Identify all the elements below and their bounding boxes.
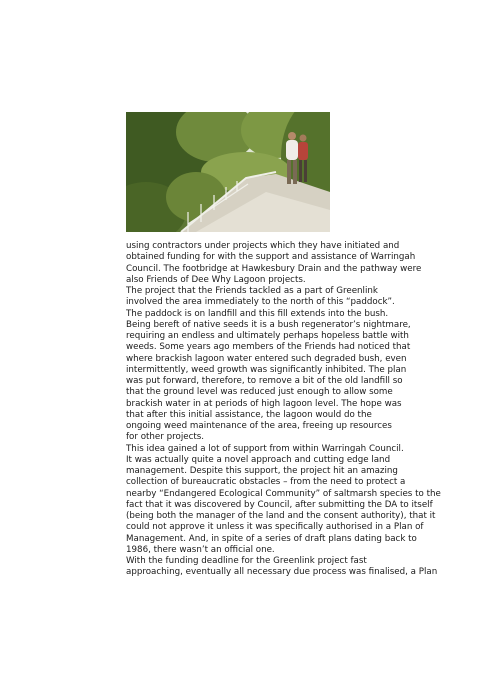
text-line: where brackish lagoon water entered such degraded bush, even: [126, 353, 407, 364]
text-line: also Friends of Dee Why Lagoon projects.: [126, 274, 306, 285]
text-line: nearby “Endangered Ecological Community” of saltmarsh species to the: [126, 488, 441, 499]
text-line: ongoing weed maintenance of the area, freeing up resources: [126, 421, 392, 431]
text-line: collection of bureaucratic obstacles – from the need to protect a: [126, 477, 406, 488]
footbridge-photo: [126, 112, 330, 232]
article-body: [126, 241, 456, 579]
text-line: The paddock is on landfill and this fill extends into the bush.: [126, 308, 389, 319]
text-line: for other projects.: [126, 432, 205, 443]
text-line: obtained funding for with the support and assistance of Warringah: [126, 252, 416, 263]
text-line: approaching, eventually all necessary due process was finalised, a Plan: [126, 567, 438, 578]
text-line: Council. The footbridge at Hawkesbury Drain and the pathway were: [126, 263, 422, 274]
text-line: (being both the manager of the land and the consent authority), that it: [126, 511, 436, 521]
text-line: Being bereft of native seeds it is a bush regenerator’s nightmare,: [126, 319, 411, 330]
text-line: involved the area immediately to the north of this “paddock”.: [126, 297, 395, 308]
footbridge-photo-icon: [126, 112, 330, 232]
text-line: intermittently, weed growth was significantly inhibited. The plan: [126, 364, 407, 375]
text-line: fact that it was discovered by Council, after submitting the DA to itself: [126, 499, 433, 510]
text-line: This idea gained a lot of support from within Warringah Council.: [126, 443, 404, 454]
text-line: could not approve it unless it was specifically authorised in a Plan of: [126, 522, 424, 533]
text-line: that after this initial assistance, the lagoon would do the: [126, 409, 372, 420]
text-line: management. Despite this support, the project hit an amazing: [126, 466, 398, 476]
text-line: With the funding deadline for the Greenlink project fast: [126, 556, 367, 566]
text-line: 1986, there wasn’t an official one.: [126, 544, 275, 555]
text-line: was put forward, therefore, to remove a bit of the old landfill so: [126, 376, 403, 386]
text-line: requiring an endless and ultimately perhaps hopeless battle with: [126, 331, 409, 341]
text-line: weeds. Some years ago members of the Friends had noticed that: [126, 342, 411, 353]
text-line: brackish water in at periods of high lagoon level. The hope was: [126, 398, 402, 409]
text-line: using contractors under projects which they have initiated and: [126, 241, 400, 251]
text-line: It was actually quite a novel approach and cutting edge land: [126, 454, 391, 465]
text-line: Management. And, in spite of a series of draft plans dating back to: [126, 533, 417, 544]
text-line: that the ground level was reduced just enough to allow some: [126, 387, 393, 398]
text-line: The project that the Friends tackled as a part of Greenlink: [126, 286, 378, 296]
